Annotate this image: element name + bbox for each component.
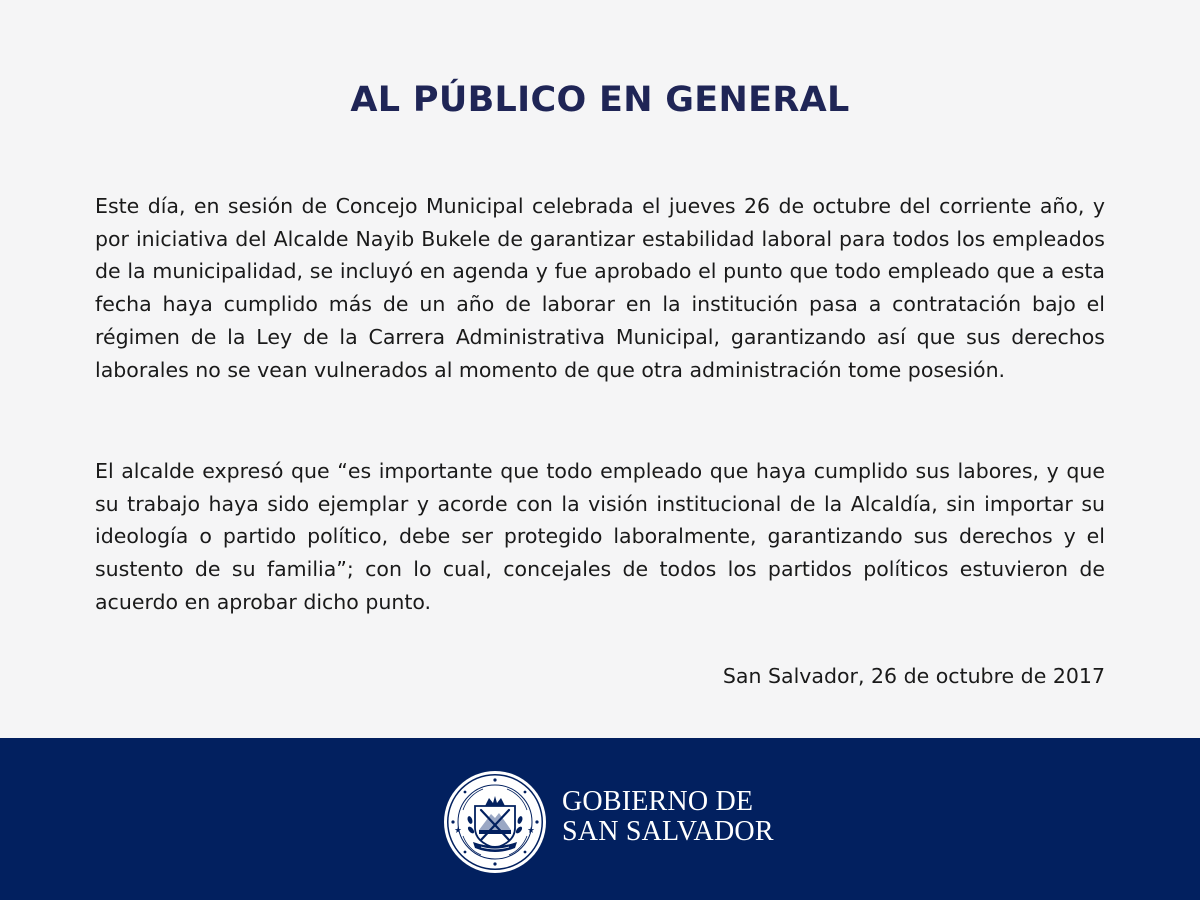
body-paragraph-1: Este día, en sesión de Concejo Municipal celebrada el jueves 26 de octubre del corriente año, y por iniciativa del Alcalde Nayib Bukele de garantizar estabilidad laboral para todos los empleados de la municipalidad, se incluyó en agenda y fue aprobado el punto que todo empleado que a esta fecha haya cumplido más de un año de laborar en la institución pasa a contratación bajo el régimen de la Ley de la Carrera Administrativa Municipal, garantizando así que sus derechos laborales no se vean vulnerados al momento de que otra administración tome posesión. <box>95 194 1105 382</box>
organization-name-line-1: GOBIERNO DE <box>562 786 754 817</box>
page-title: AL PÚBLICO EN GENERAL <box>350 80 850 120</box>
municipal-seal-icon <box>443 770 547 874</box>
dateline: San Salvador, 26 de octubre de 2017 <box>722 664 1105 688</box>
organization-name <box>562 787 774 847</box>
body-paragraph-2: El alcalde expresó que “es importante que todo empleado que haya cumplido sus labores, y que su trabajo haya sido ejemplar y acorde con la visión institucional de la Alcaldía, sin importar su ideología o partido político, debe ser protegido laboralmente, garantizando sus derechos y el sustento de su familia”; con lo cual, concejales de todos los partidos políticos estuvieron de acuerdo en aprobar dicho punto. <box>95 459 1105 614</box>
organization-name-line-2: SAN SALVADOR <box>562 816 774 847</box>
